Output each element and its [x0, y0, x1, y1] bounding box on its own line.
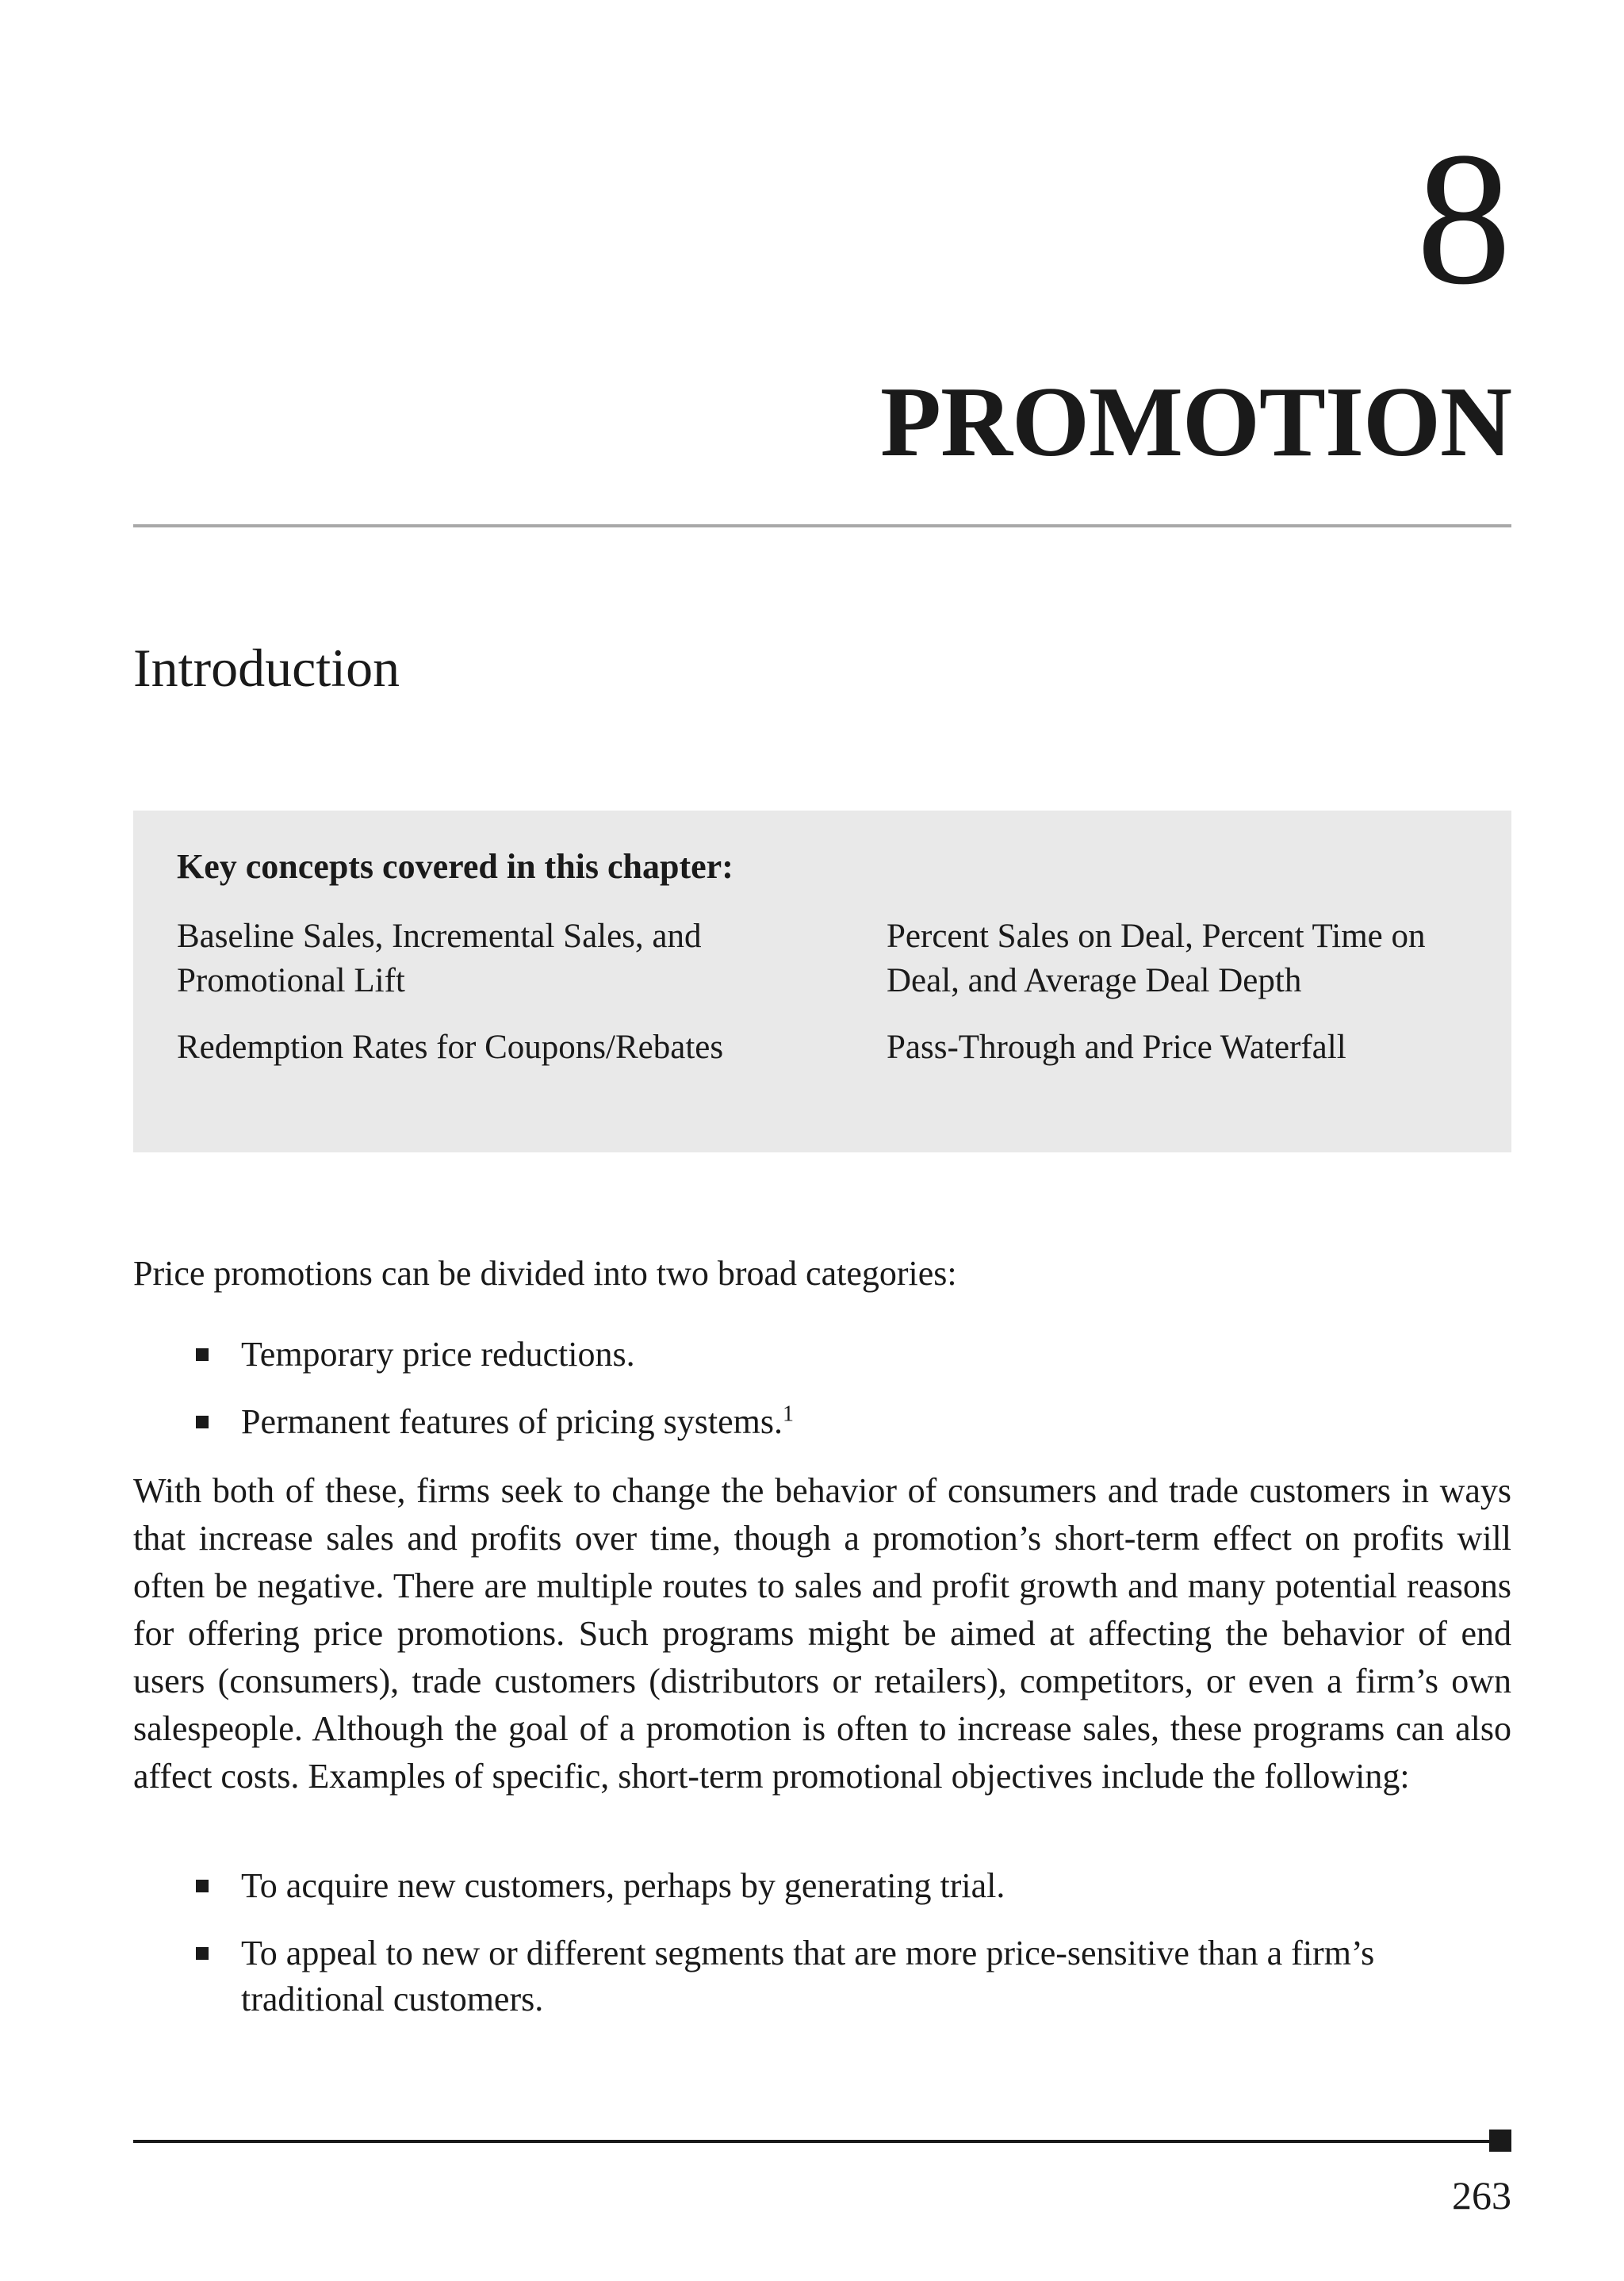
intro-sentence: Price promotions can be divided into two broad categories:: [133, 1254, 957, 1293]
key-concepts-title: Key concepts covered in this chapter:: [177, 847, 733, 886]
list-item: [196, 1332, 1480, 1378]
page-number: 263: [1452, 2173, 1511, 2218]
list-item-text: Temporary price reductions.: [241, 1335, 635, 1374]
key-concepts-box: [133, 811, 1511, 1152]
key-concept-item: Baseline Sales, Incremental Sales, and Promotional Lift: [177, 918, 702, 999]
list-item: [196, 1399, 1480, 1445]
bullet-square-icon: [196, 1880, 209, 1892]
key-concept-item: Pass-Through and Price Waterfall: [887, 1029, 1346, 1066]
chapter-title: PROMOTION: [880, 367, 1511, 477]
list-item-text: [241, 1399, 1480, 1445]
footer-rule: [133, 2140, 1497, 2143]
list-item-label: Permanent features of pricing systems.: [241, 1402, 783, 1441]
section-heading: Introduction: [133, 638, 400, 698]
list-item-text: To appeal to new or different segments that are more price-sensitive than a firm’s traditional customers.: [241, 1934, 1375, 2018]
list-item-text: To acquire new customers, perhaps by generating trial.: [241, 1866, 1005, 1905]
chapter-divider: [133, 524, 1511, 527]
key-concept-item: Percent Sales on Deal, Percent Time on Deal, and Average Deal Depth: [887, 918, 1426, 999]
bullet-square-icon: [196, 1416, 209, 1428]
bullet-square-icon: [196, 1348, 209, 1361]
body-paragraph: With both of these, firms seek to change the behavior of consumers and trade customers in ways that increase sales and profits over time, though a promotion’s short-term effect on profits will often be negative. There are multiple routes to sales and profit growth and many potential reasons for offering price promotions. Such programs might be aimed at affecting the behavior of end users (consumers), trade customers (distributors or retailers), competitors, or even a firm’s own salespeople. Although the goal of a promotion is often to increase sales, these programs can also affect costs. Examples of specific, short-term promotional objectives include the following:: [133, 1471, 1511, 1796]
bullet-square-icon: [196, 1947, 209, 1960]
key-concept-item: Redemption Rates for Coupons/Rebates: [177, 1029, 724, 1066]
list-item: [196, 1930, 1480, 2022]
chapter-number: 8: [1416, 113, 1511, 324]
list-item: [196, 1863, 1480, 1909]
footnote-marker: 1: [783, 1401, 795, 1427]
footer-square-icon: [1489, 2130, 1511, 2152]
